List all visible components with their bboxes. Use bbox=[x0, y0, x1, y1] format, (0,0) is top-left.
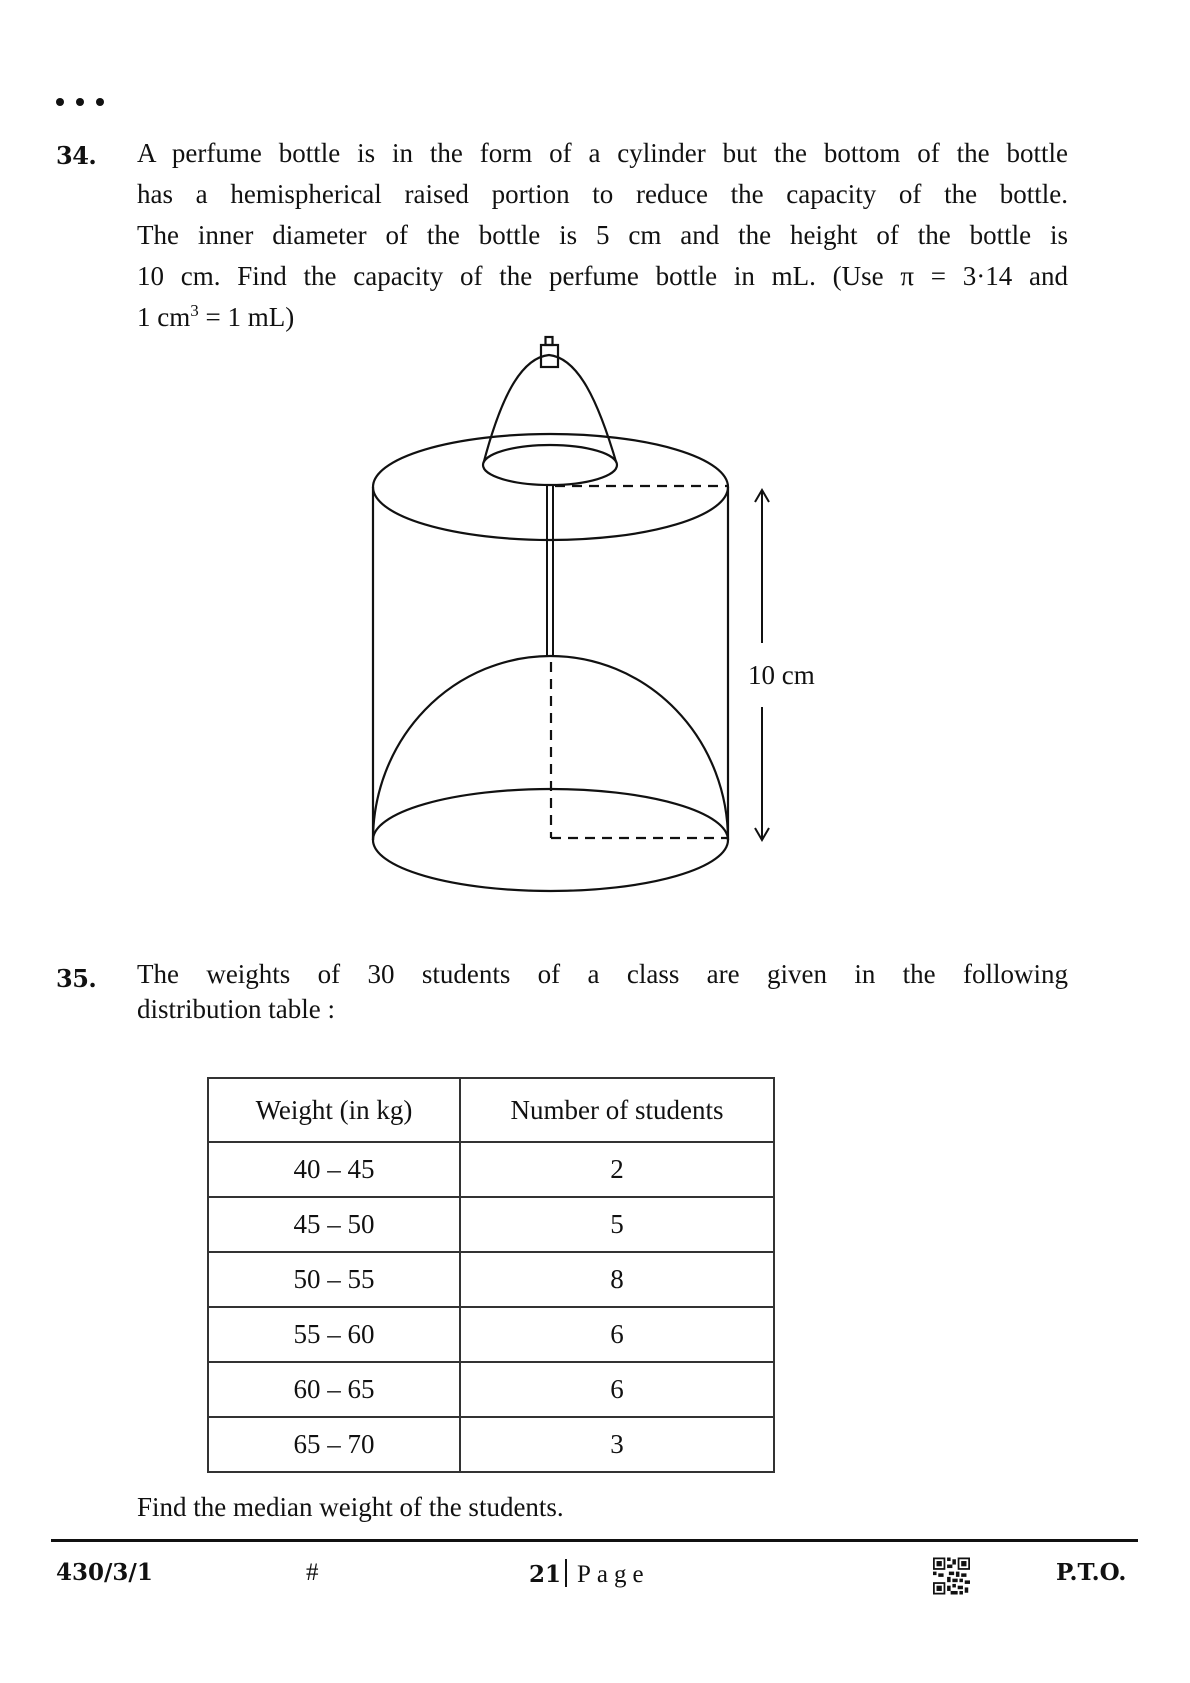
header-weight: Weight (in kg) bbox=[208, 1078, 460, 1142]
pto-label: P.T.O. bbox=[1056, 1559, 1127, 1586]
text-line: A perfume bottle is in the form of a cylinder but the bottom of the bottle bbox=[137, 138, 1068, 168]
distribution-table bbox=[207, 1077, 775, 1473]
page-word: Page bbox=[577, 1561, 650, 1588]
weight-cell: 40 – 45 bbox=[208, 1142, 460, 1197]
nozzle-tip bbox=[546, 337, 553, 345]
text-line: 10 cm. Find the capacity of the perfume bottle in mL. (Use π = 3·14 and bbox=[137, 261, 1068, 291]
table-row bbox=[208, 1417, 774, 1472]
weight-cell: 55 – 60 bbox=[208, 1307, 460, 1362]
question-number: 35. bbox=[56, 964, 97, 993]
hash-mark: # bbox=[306, 1559, 319, 1586]
table-row bbox=[208, 1142, 774, 1197]
table-row bbox=[208, 1307, 774, 1362]
question-prompt: Find the median weight of the students. bbox=[137, 1492, 564, 1522]
page-indicator bbox=[529, 1559, 650, 1589]
table-row bbox=[208, 1252, 774, 1307]
height-label: 10 cm bbox=[748, 660, 815, 690]
count-cell: 6 bbox=[460, 1307, 774, 1362]
weight-cell: 50 – 55 bbox=[208, 1252, 460, 1307]
question-number: 34. bbox=[56, 141, 97, 170]
count-cell: 6 bbox=[460, 1362, 774, 1417]
text-line: The inner diameter of the bottle is 5 cm and the height of the bottle is bbox=[137, 220, 1068, 250]
table-row bbox=[208, 1362, 774, 1417]
count-cell: 8 bbox=[460, 1252, 774, 1307]
weight-cell: 65 – 70 bbox=[208, 1417, 460, 1472]
footer-divider bbox=[51, 1539, 1138, 1542]
weight-cell: 60 – 65 bbox=[208, 1362, 460, 1417]
count-cell: 3 bbox=[460, 1417, 774, 1472]
table-row bbox=[208, 1197, 774, 1252]
count-cell: 5 bbox=[460, 1197, 774, 1252]
weight-cell: 45 – 50 bbox=[208, 1197, 460, 1252]
page-separator bbox=[565, 1559, 567, 1587]
text-line: has a hemispherical raised portion to reduce the capacity of the bottle. bbox=[137, 179, 1068, 209]
text-line: The weights of 30 students of a class are given in the following bbox=[137, 959, 1068, 989]
header-students: Number of students bbox=[460, 1078, 774, 1142]
question-text bbox=[137, 957, 1068, 1027]
table-header-row bbox=[208, 1078, 774, 1142]
cap-base bbox=[483, 445, 617, 485]
paper-code: 430/3/1 bbox=[56, 1559, 153, 1586]
unit-text: = 1 mL) bbox=[198, 302, 295, 332]
text-line: distribution table : bbox=[137, 994, 335, 1024]
superscript: 3 bbox=[190, 301, 199, 320]
page-number: 21 bbox=[529, 1561, 562, 1588]
count-cell: 2 bbox=[460, 1142, 774, 1197]
unit-text: 1 cm bbox=[137, 302, 191, 332]
qr-code-icon bbox=[933, 1557, 970, 1595]
